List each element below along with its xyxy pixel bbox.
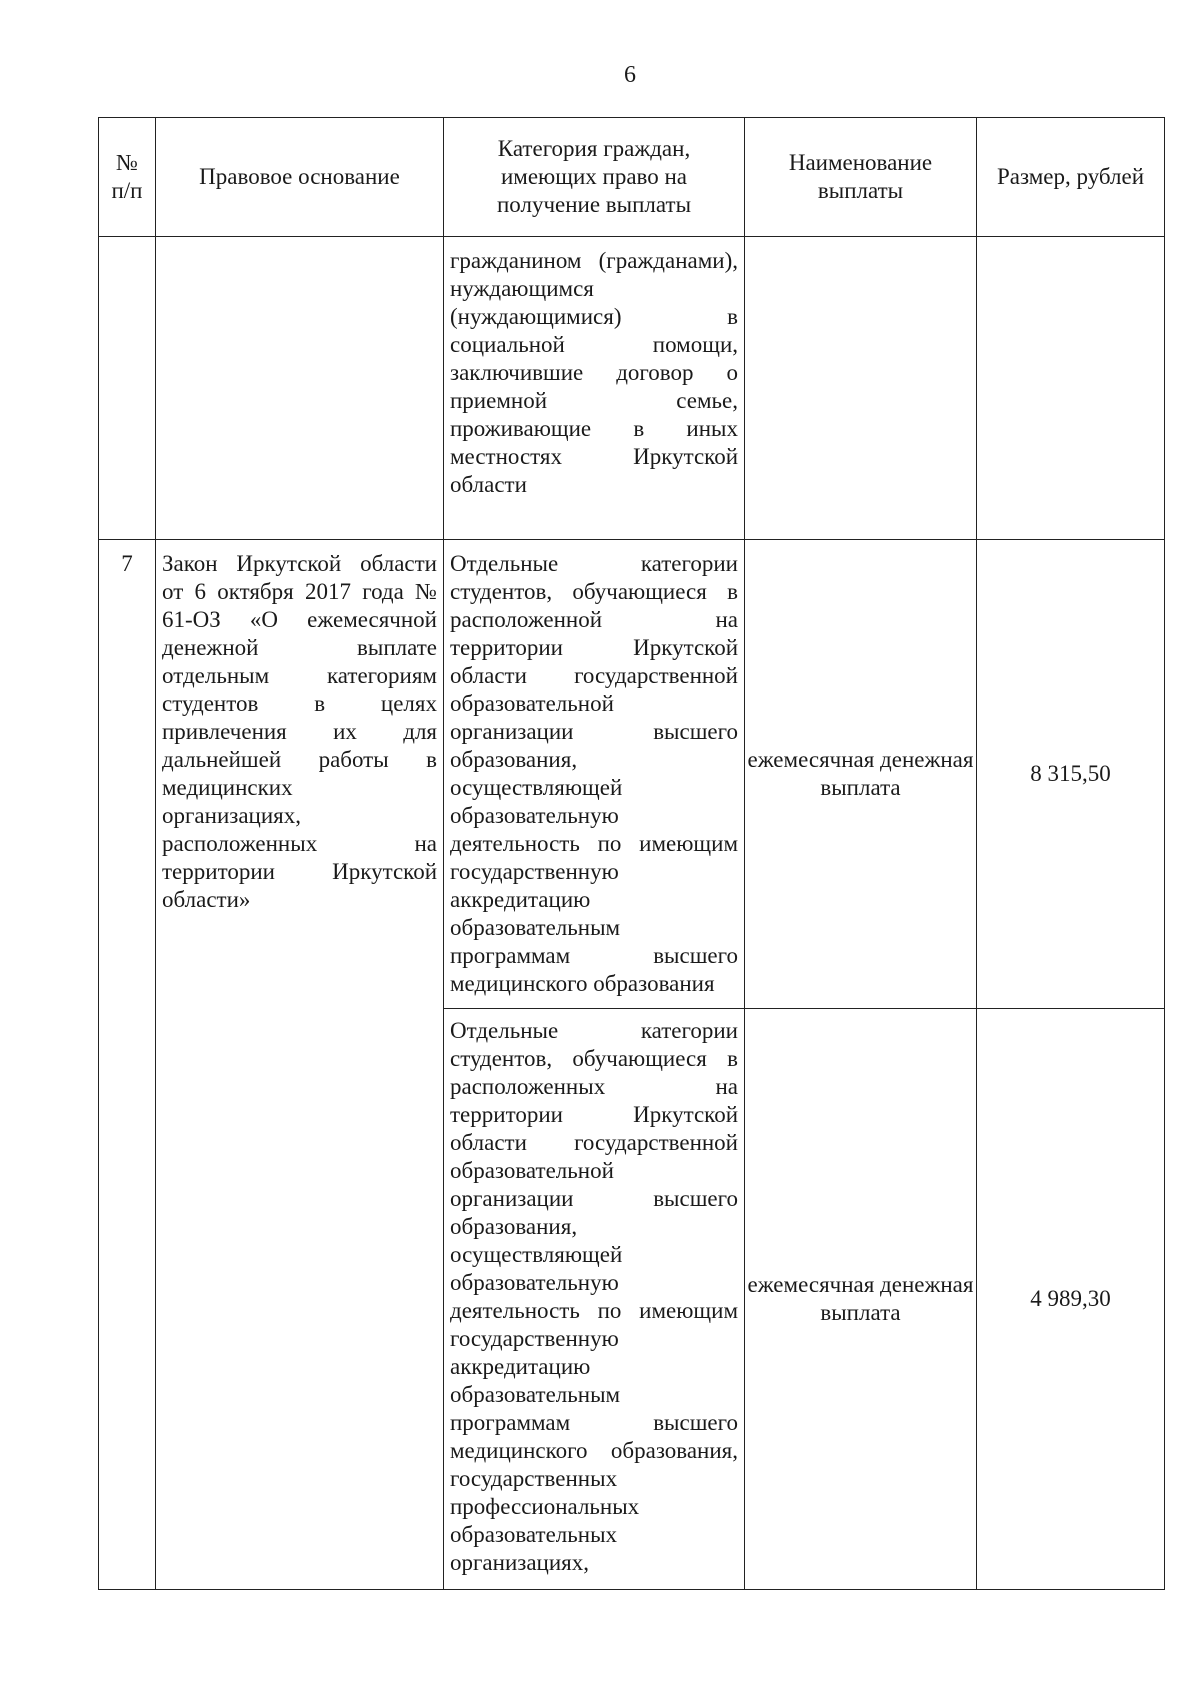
- cell-category: Отдельные категории студентов, обучающиеся в расположенных на территории Иркутской области государственной образовательной организации высшего образования, осуществляющей образовательную деятельность по имеющим государственную аккредитацию образовательным программам высшего медицинского образования, государственных профессиональных образовательных организациях,: [444, 1009, 745, 1590]
- cell-name: [745, 237, 977, 540]
- page-number: 6: [624, 62, 636, 88]
- payments-table: [98, 117, 1165, 1590]
- cell-num: [99, 237, 156, 540]
- table-row: [99, 540, 1165, 1009]
- header-name: Наименование выплаты: [745, 118, 977, 237]
- table-header-row: [99, 118, 1165, 237]
- cell-name: ежемесячная денежная выплата: [745, 1009, 977, 1590]
- header-size: Размер, рублей: [977, 118, 1165, 237]
- cell-size: [977, 237, 1165, 540]
- cell-law: [156, 237, 444, 540]
- table-row: [99, 237, 1165, 540]
- cell-num: 7: [99, 540, 156, 1590]
- header-category: Категория граждан, имеющих право на получение выплаты: [444, 118, 745, 237]
- cell-category: Отдельные категории студентов, обучающиеся в расположенной на территории Иркутской области государственной образовательной организации высшего образования, осуществляющей образовательную деятельность по имеющим государственную аккредитацию образовательным программам высшего медицинского образования: [444, 540, 745, 1009]
- cell-size: 4 989,30: [977, 1009, 1165, 1590]
- cell-size: 8 315,50: [977, 540, 1165, 1009]
- header-num: № п/п: [99, 118, 156, 237]
- cell-category: гражданином (гражданами), нуждающимся (нуждающимися) в социальной помощи, заключившие договор о приемной семье, проживающие в иных местностях Иркутской области: [444, 237, 745, 540]
- cell-name: ежемесячная денежная выплата: [745, 540, 977, 1009]
- header-law: Правовое основание: [156, 118, 444, 237]
- cell-law: Закон Иркутской области от 6 октября 2017 года № 61-ОЗ «О ежемесячной денежной выплате отдельным категориям студентов в целях привлечения их для дальнейшей работы в медицинских организациях, расположенных на территории Иркутской области»: [156, 540, 444, 1590]
